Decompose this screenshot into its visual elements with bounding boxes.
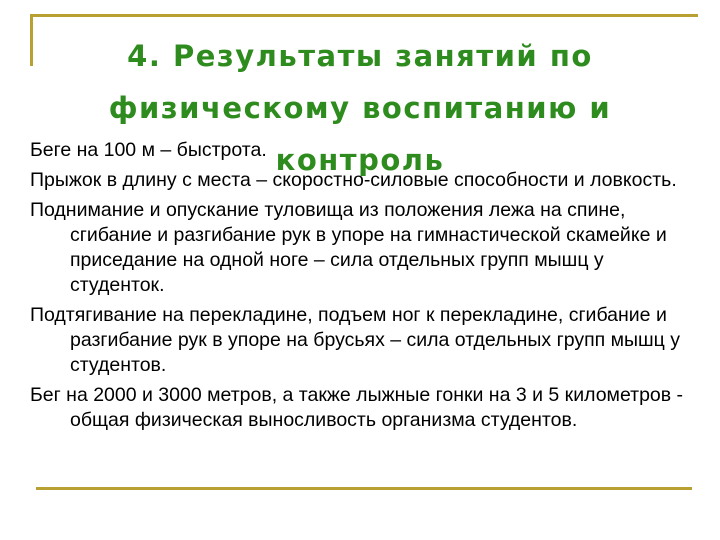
- left-rule: [30, 14, 33, 66]
- body-list: [30, 138, 702, 438]
- list-item: Подтягивание на перекладине, подъем ног к перекладине, сгибание и разгибание рук в упоре на брусьях – сила отдельных групп мышц у студентов.: [30, 304, 681, 376]
- list-item: Прыжок в длину с места – скоростно-силовые способности и ловкость.: [30, 169, 677, 191]
- slide-title: 4. Результаты занятий по физическому воспитанию и контроль: [108, 39, 612, 177]
- list-item: Бег на 2000 и 3000 метров, а также лыжные гонки на 3 и 5 километров - общая физическая выносливость организма студентов.: [30, 384, 684, 431]
- list-item: Беге на 100 м – быстрота.: [30, 139, 267, 161]
- list-item: Поднимание и опускание туловища из положения лежа на спине, сгибание и разгибание рук в упоре на гимнастической скамейке и приседание на одной ноге – сила отдельных групп мышц у студенток.: [30, 199, 667, 296]
- bottom-rule: [36, 487, 692, 490]
- top-rule: [30, 14, 698, 17]
